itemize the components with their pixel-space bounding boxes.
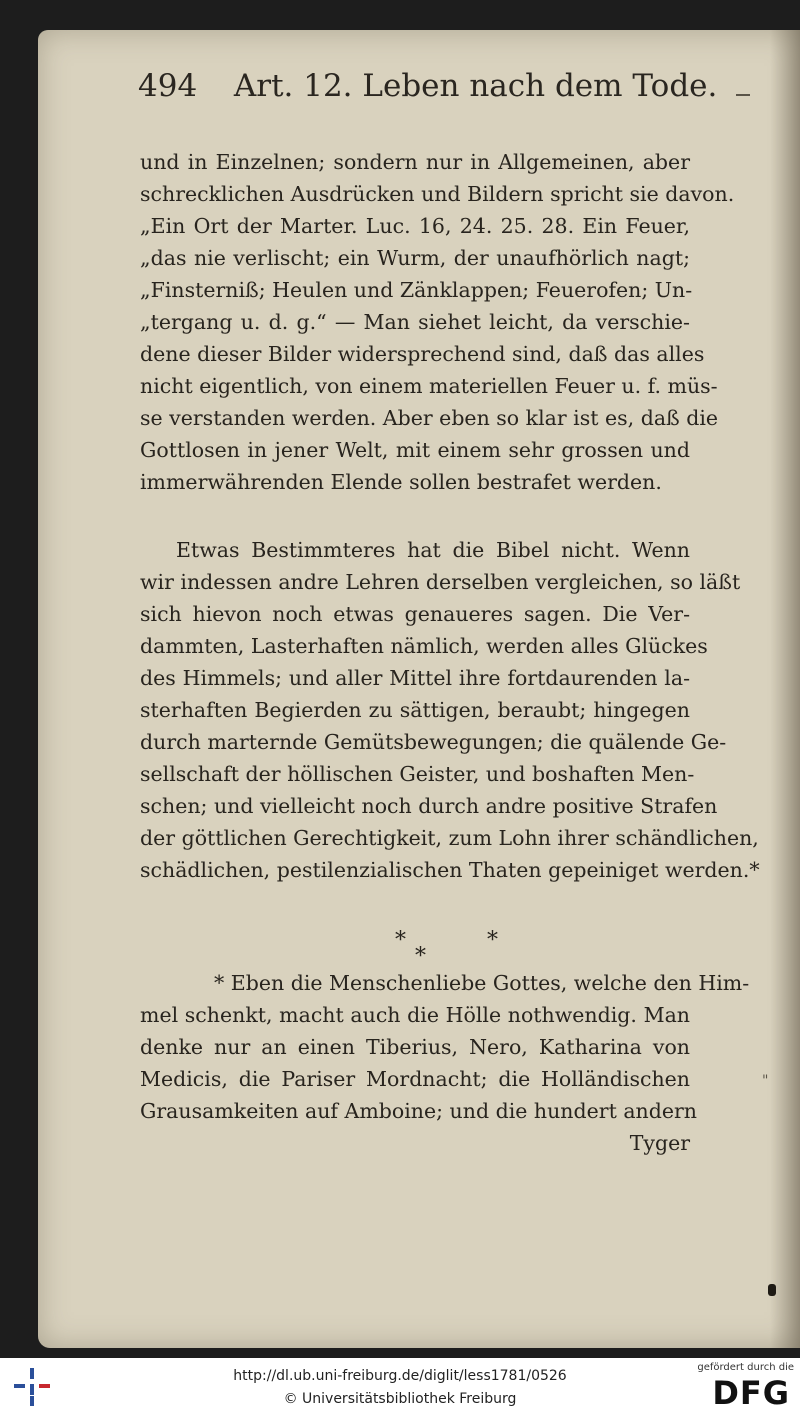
text-line: „Finsterniß; Heulen und Zänklappen; Feuerofen; Un- xyxy=(140,278,693,302)
paragraph-2 xyxy=(140,534,760,886)
text-line: Grausamkeiten auf Amboine; und die hundert andern xyxy=(140,1099,698,1123)
ink-spot xyxy=(768,1284,776,1296)
margin-mark xyxy=(736,94,750,96)
page-number: 494 xyxy=(138,68,198,104)
asterisk-ornament: * xyxy=(395,928,406,953)
text-line: se verstanden werden. Aber eben so klar ist es, daß die xyxy=(140,406,719,430)
text-line: dene dieser Bilder widersprechend sind, daß das alles xyxy=(140,342,705,366)
text-line: schrecklichen Ausdrücken und Bildern spricht sie davon. xyxy=(140,182,735,206)
paragraph-1 xyxy=(140,146,735,498)
text-line: denke nur an einen Tiberius, Nero, Katharina von xyxy=(140,1035,690,1059)
text-line: schädlichen, pestilenzialischen Thaten gepeiniget werden.* xyxy=(140,858,760,882)
text-line: wir indessen andre Lehren derselben vergleichen, so läßt xyxy=(140,570,741,594)
page-edge-shadow xyxy=(770,30,800,1348)
text-line: Etwas Bestimmteres hat die Bibel nicht. Wenn xyxy=(176,538,690,562)
text-line: „Ein Ort der Marter. Luc. 16, 24. 25. 28. Ein Feuer, xyxy=(140,214,690,238)
funding-note: gefördert durch die xyxy=(697,1362,794,1373)
margin-mark: " xyxy=(762,1073,769,1089)
text-line: sterhaften Begierden zu sättigen, beraubt; hingegen xyxy=(140,698,690,722)
text-line: Medicis, die Pariser Mordnacht; die Holländischen xyxy=(140,1067,690,1091)
copyright-notice: © Universitätsbibliothek Freiburg xyxy=(283,1391,517,1407)
text-line: der göttlichen Gerechtigkeit, zum Lohn ihrer schändlichen, xyxy=(140,826,759,850)
text-line: Gottlosen in jener Welt, mit einem sehr grossen und xyxy=(140,438,690,462)
text-line: und in Einzelnen; sondern nur in Allgemeinen, aber xyxy=(140,150,690,174)
text-line: sich hievon noch etwas genaueres sagen. Die Ver- xyxy=(140,602,690,626)
asterisk-ornament: * xyxy=(415,944,426,969)
text-line: sellschaft der höllischen Geister, und boshaften Men- xyxy=(140,762,695,786)
text-line: des Himmels; und aller Mittel ihre fortdaurenden la- xyxy=(140,666,690,690)
section-ornament xyxy=(395,928,515,968)
text-line: immerwährenden Elende sollen bestrafet werden. xyxy=(140,470,662,494)
running-head-title: Art. 12. Leben nach dem Tode. xyxy=(233,68,718,104)
running-head xyxy=(138,68,718,104)
text-line: „tergang u. d. g.“ — Man siehet leicht, da verschie- xyxy=(140,310,690,334)
text-line: dammten, Lasterhaften nämlich, werden alles Glückes xyxy=(140,634,708,658)
text-line: * Eben die Menschenliebe Gottes, welche den Him- xyxy=(214,971,750,995)
dfg-logo: DFG xyxy=(712,1374,790,1412)
text-line: „das nie verlischt; ein Wurm, der unaufhörlich nagt; xyxy=(140,246,690,270)
asterisk-ornament: * xyxy=(487,928,498,953)
footnote xyxy=(140,967,750,1159)
text-line: mel schenkt, macht auch die Hölle nothwendig. Man xyxy=(140,1003,690,1027)
text-line: schen; und vielleicht noch durch andre positive Strafen xyxy=(140,794,718,818)
text-line: durch marternde Gemütsbewegungen; die quälende Ge- xyxy=(140,730,727,754)
text-line: nicht eigentlich, von einem materiellen Feuer u. f. müs- xyxy=(140,374,718,398)
footer-bar xyxy=(0,1358,800,1415)
source-url[interactable]: http://dl.ub.uni-freiburg.de/diglit/less1781/0526 xyxy=(233,1368,567,1384)
catchword: Tyger xyxy=(629,1131,690,1155)
